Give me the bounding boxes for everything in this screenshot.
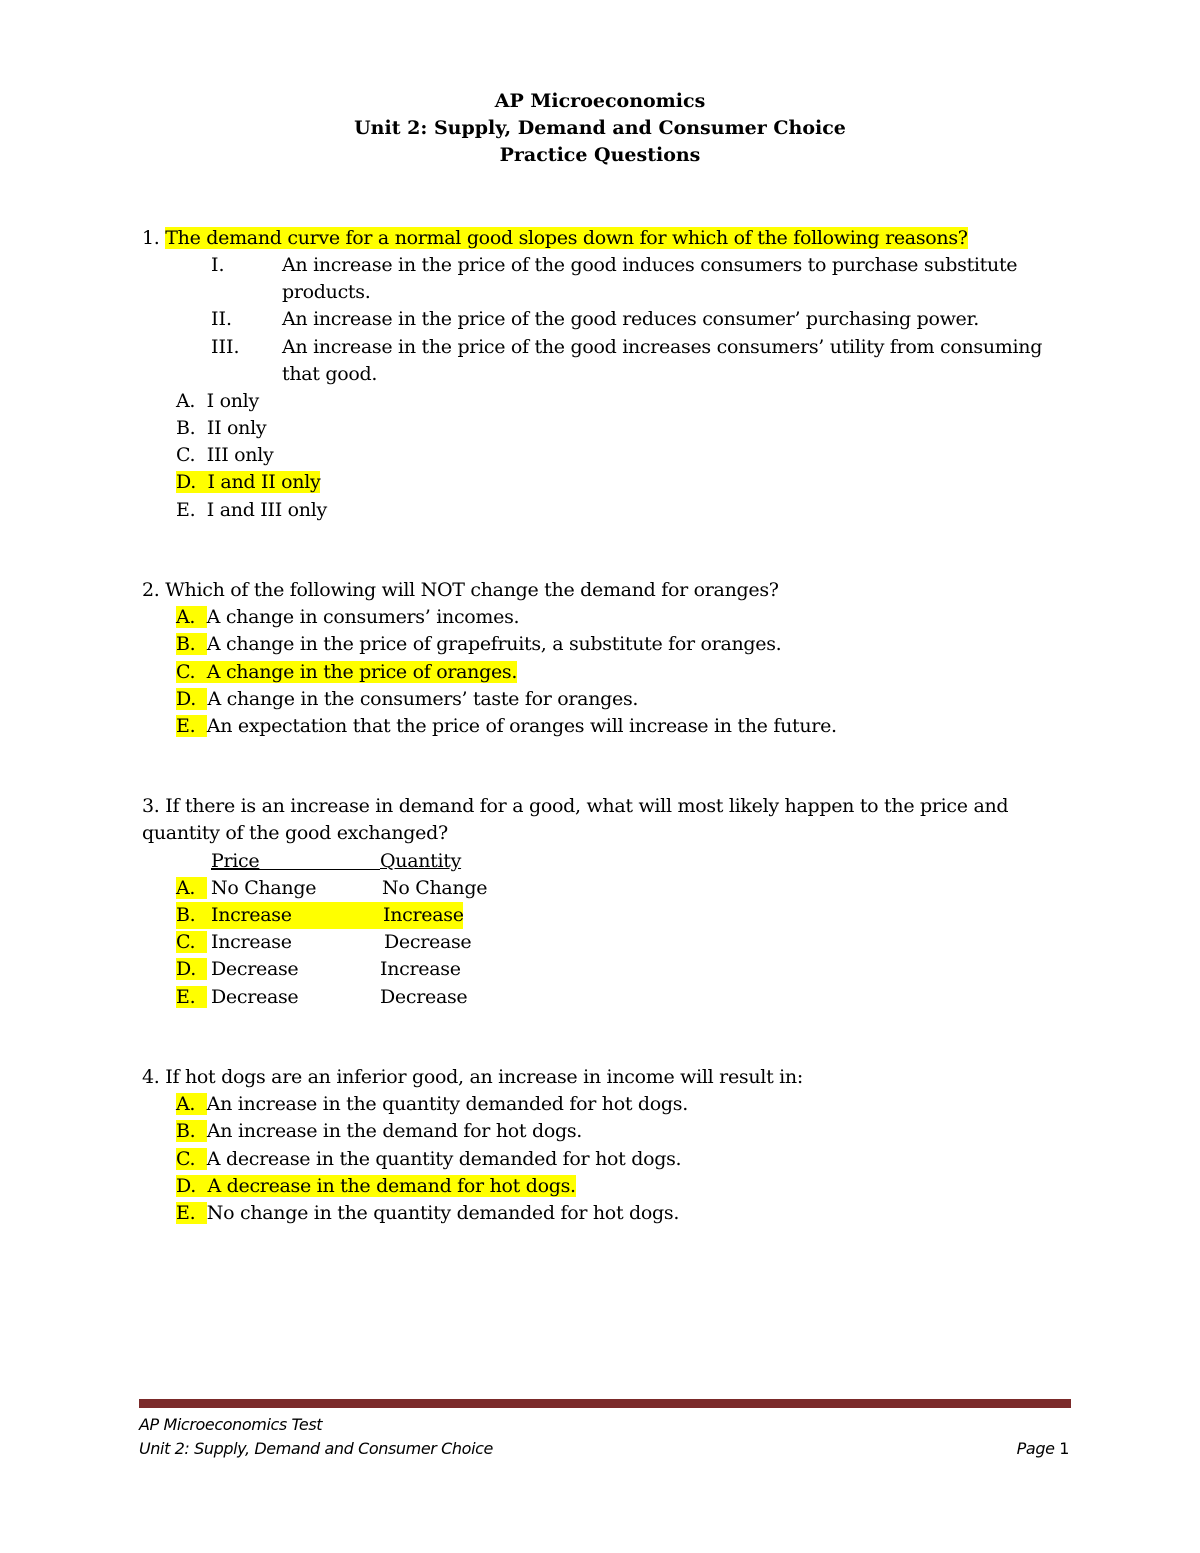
question-3-option-c: C. xyxy=(176,929,207,956)
question-3-option-a-quantity: No Change xyxy=(382,877,488,899)
title-unit: Unit 2: Supply, Demand and Consumer Choice xyxy=(354,117,846,139)
question-1-option-e: E. I and III only xyxy=(176,499,327,521)
question-1-option-b: B. II only xyxy=(176,417,267,439)
footer-divider xyxy=(139,1399,1071,1408)
question-3-option-c-quantity: Decrease xyxy=(384,931,472,953)
question-4-option-e: E. No change in the quantity demanded for hot dogs. xyxy=(176,1202,680,1224)
question-2-option-d: D. A change in the consumers’ taste for oranges. xyxy=(176,688,639,710)
question-3-stem-line2: quantity of the good exchanged? xyxy=(142,822,448,844)
question-4-option-b: B. An increase in the demand for hot dogs. xyxy=(176,1120,583,1142)
question-4-stem: If hot dogs are an inferior good, an increase in income will result in: xyxy=(165,1066,803,1088)
column-header-price: Price xyxy=(211,850,260,872)
question-2-option-a: A. A change in consumers’ incomes. xyxy=(176,606,520,628)
question-2-option-c: C. A change in the price of oranges. xyxy=(176,661,518,683)
title-subtitle: Practice Questions xyxy=(499,144,701,166)
document-title xyxy=(0,88,1200,169)
question-2-option-b: B. A change in the price of grapefruits, a substitute for oranges. xyxy=(176,633,782,655)
question-3-option-d-price: Decrease xyxy=(211,958,299,980)
statement-2-line1: An increase in the price of the good reduces consumer’ purchasing power. xyxy=(282,308,979,330)
question-3-option-b-quantity: Increase xyxy=(383,904,464,926)
question-3-option-e-quantity: Decrease xyxy=(380,986,468,1008)
question-2-stem: Which of the following will NOT change the demand for oranges? xyxy=(165,579,779,601)
question-4-option-d: D. A decrease in the demand for hot dogs. xyxy=(176,1175,576,1197)
question-3-option-b-price: Increase xyxy=(211,904,292,926)
statement-1-line1: An increase in the price of the good induces consumers to purchase substitute xyxy=(282,254,1018,276)
question-3-option-e: E. xyxy=(176,984,207,1011)
footer-page-number xyxy=(1017,1438,1069,1460)
question-4-number: 4. xyxy=(142,1066,160,1088)
question-3-stem-line1 xyxy=(142,793,1008,820)
question-3-option-d: D. xyxy=(176,956,207,983)
footer-page-label: Page xyxy=(1016,1439,1055,1458)
statement-3-number: III. xyxy=(211,336,240,358)
footer-page-value: 1 xyxy=(1059,1439,1069,1458)
price-header-rule xyxy=(211,869,380,870)
question-1-stem-line xyxy=(142,225,968,252)
question-3-stem: If there is an increase in demand for a good, what will most likely happen to the price and xyxy=(165,795,1009,817)
question-2-number: 2. xyxy=(142,579,160,601)
question-2-stem-line xyxy=(142,577,779,604)
question-1-number: 1. xyxy=(142,227,160,249)
question-1-option-c: C. III only xyxy=(176,444,274,466)
statement-3-line1: An increase in the price of the good increases consumers’ utility from consuming xyxy=(282,336,1043,358)
title-course: AP Microeconomics xyxy=(494,90,706,112)
question-1-stem: The demand curve for a normal good slopes down for which of the following reasons? xyxy=(165,227,968,249)
statement-1-number: I. xyxy=(211,254,225,276)
question-3-option-e-price: Decrease xyxy=(211,986,299,1008)
question-3-option-a: A. xyxy=(176,875,207,902)
question-3-option-d-quantity: Increase xyxy=(380,958,461,980)
question-4-option-c: C. A decrease in the quantity demanded for hot dogs. xyxy=(176,1148,682,1170)
footer-course: AP Microeconomics Test xyxy=(139,1415,323,1434)
footer-unit: Unit 2: Supply, Demand and Consumer Choice xyxy=(139,1439,493,1458)
statement-3-line2: that good. xyxy=(282,363,378,385)
question-3-option-b: B. xyxy=(176,904,196,926)
column-header-quantity: Quantity xyxy=(380,850,462,872)
question-4-stem-line xyxy=(142,1064,803,1091)
question-3-option-c-price: Increase xyxy=(211,931,292,953)
question-1-option-a: A. I only xyxy=(176,390,259,412)
statement-2-number: II. xyxy=(211,308,233,330)
question-3-number: 3. xyxy=(142,795,160,817)
statement-1-line2: products. xyxy=(282,281,371,303)
question-2-option-e: E. An expectation that the price of oranges will increase in the future. xyxy=(176,715,837,737)
question-4-option-a: A. An increase in the quantity demanded for hot dogs. xyxy=(176,1093,688,1115)
question-3-option-a-price: No Change xyxy=(211,877,317,899)
question-1-option-d: D. I and II only xyxy=(176,471,321,493)
